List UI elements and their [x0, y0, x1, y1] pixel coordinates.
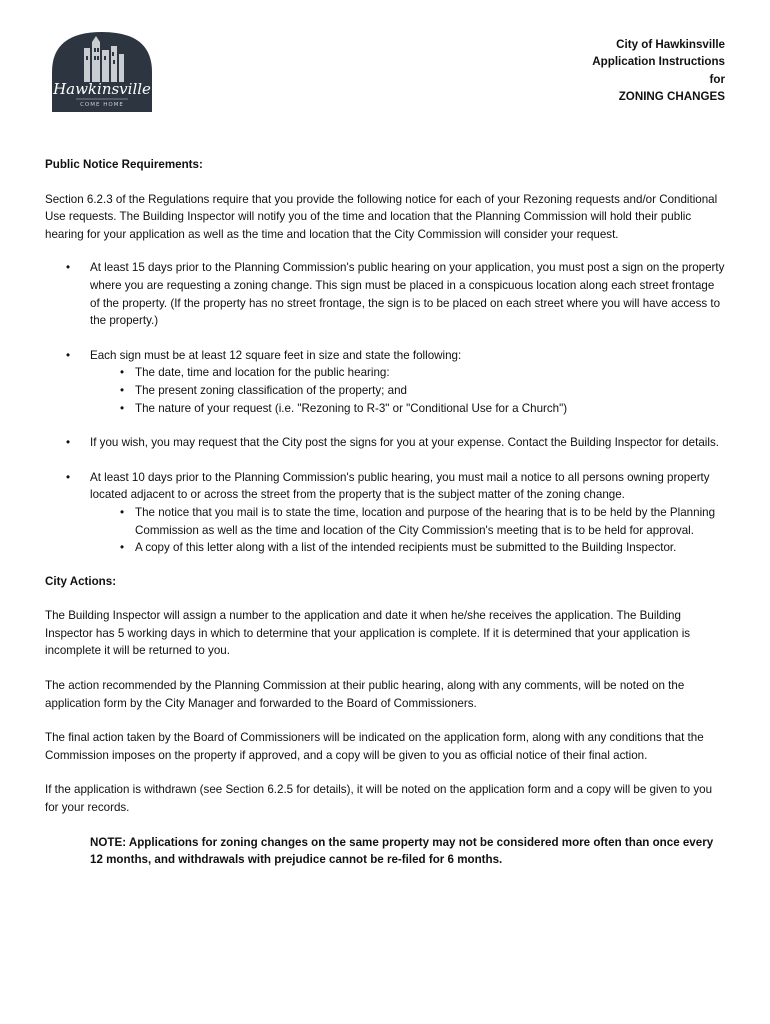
document-body [45, 156, 725, 869]
list-item-text: If you wish, you may request that the City post the signs for you at your expense. Contact the Building Inspector for details. [90, 436, 719, 450]
city-actions-paragraph: The action recommended by the Planning Commission at their public hearing, along with any comments, will be noted on the application form by the City Manager and forwarded to the Board of Commissioners. [45, 679, 685, 710]
list-item-text: At least 15 days prior to the Planning Commission's public hearing on your application, you must post a sign on the property where you are requesting a zoning change. This sign must be placed in a conspicuous location along each street frontage of the property. (If the property has no street frontage, the sign is to be placed on each street where you will have access to the property.) [90, 261, 725, 328]
header-title: ZONING CHANGES [618, 90, 725, 104]
header-for: for [709, 72, 725, 86]
hawkinsville-logo [50, 30, 154, 114]
logo-tagline: COME HOME [80, 102, 124, 108]
public-notice-intro: Section 6.2.3 of the Regulations require that you provide the following notice for each of your Rezoning requests and/or Conditional Use requests. The Building Inspector will notify you of the time and location that the Planning Commission will hold their public hearing for your application as well as the time and location that the City Commission will consider your request. [45, 192, 718, 241]
list-item [45, 259, 725, 329]
header-city: City of Hawkinsville [616, 38, 725, 51]
list-item-text: At least 10 days prior to the Planning Commission's public hearing, you must mail a notice to all persons owning property located adjacent to or across the street from the property that is the subject matter of the zoning change. [90, 470, 710, 502]
header-subtitle: Application Instructions [592, 55, 725, 69]
city-actions-paragraph: The final action taken by the Board of Commissioners will be indicated on the application form, along with any conditions that the Commission imposes on the property if approved, and a copy will be given to you as official notice of their final action. [45, 731, 704, 762]
list-item-text: Each sign must be at least 12 square feet in size and state the following: [90, 348, 462, 362]
city-actions-heading: City Actions: [45, 574, 117, 588]
sign-requirements-list [90, 364, 725, 417]
note-paragraph: NOTE: Applications for zoning changes on the same property may not be considered more often than once every 12 months, and withdrawals with prejudice cannot be re-filed for 6 months. [90, 835, 714, 867]
sub-list-item: • A copy of this letter along with a list of the intended recipients must be submitted to the Building Inspector. [90, 539, 725, 557]
city-actions-paragraph: The Building Inspector will assign a number to the application and date it when he/she receives the application. The Building Inspector has 5 working days in which to determine that your application is complete. If it is determined that your application is incomplete it will be returned to you. [45, 609, 691, 658]
mail-notice-list [90, 504, 725, 557]
city-actions-paragraph: If the application is withdrawn (see Section 6.2.5 for details), it will be noted on the application form and a copy will be given to you for your records. [45, 783, 713, 815]
public-notice-heading: Public Notice Requirements: [45, 158, 203, 171]
sub-list-item: • The date, time and location for the public hearing: [90, 364, 725, 382]
list-item [45, 434, 725, 452]
logo-name: Hawkinsville [53, 80, 151, 98]
document-header [592, 36, 725, 106]
public-notice-list [45, 259, 725, 556]
sub-list-item: • The notice that you mail is to state the time, location and purpose of the hearing that is to be held by the Planning Commission as well as the time and location of the City Commission's meeting that is to be held for approval. [90, 504, 725, 539]
sub-list-item: • The nature of your request (i.e. "Rezoning to R-3" or "Conditional Use for a Church") [90, 400, 725, 418]
list-item [45, 469, 725, 557]
list-item [45, 347, 725, 417]
sub-list-item: • The present zoning classification of the property; and [90, 382, 725, 400]
